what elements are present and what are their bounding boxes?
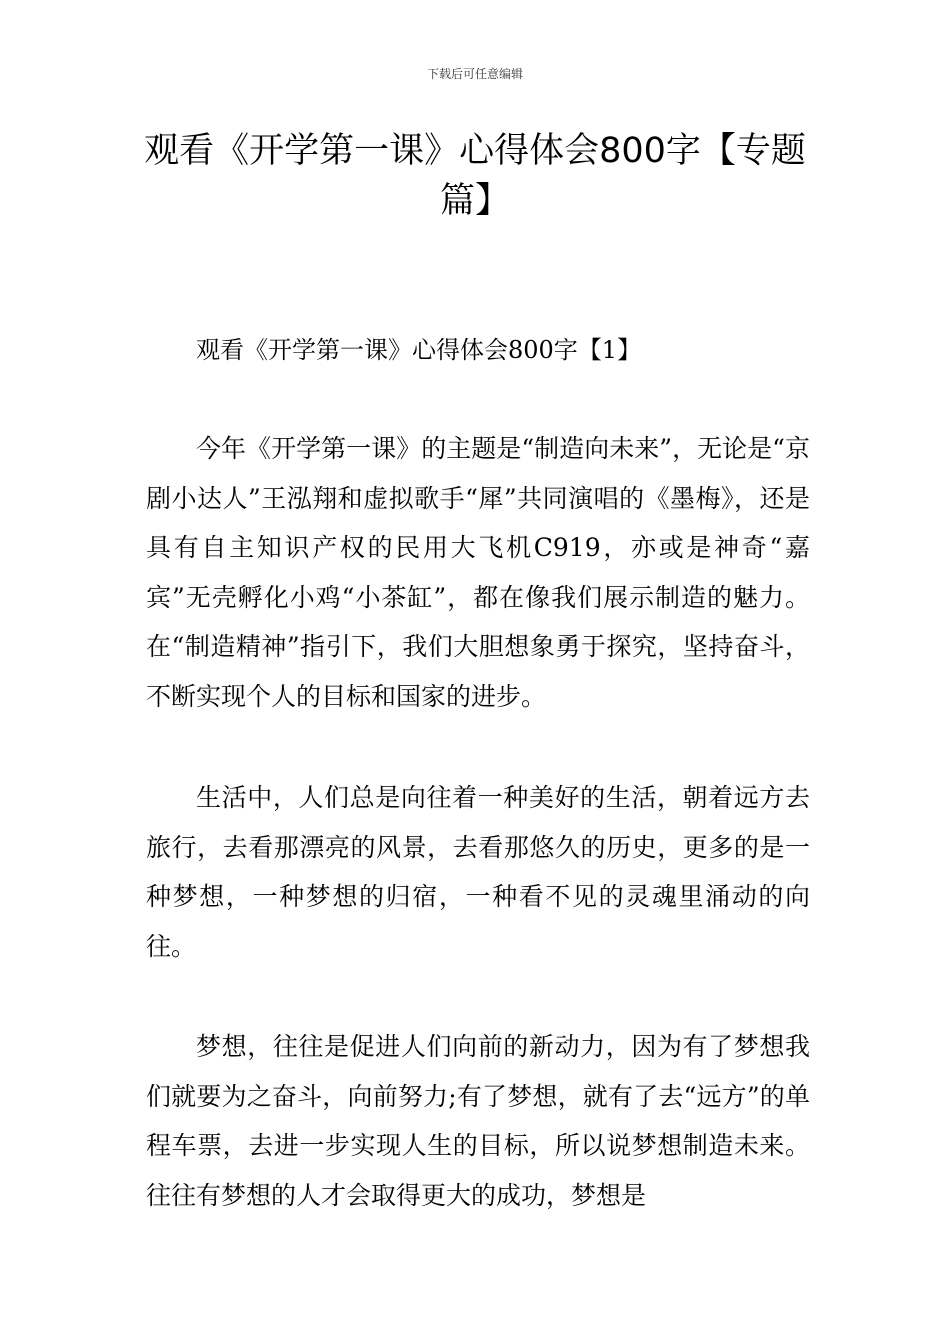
body-paragraph-3: 梦想，往往是促进人们向前的新动力，因为有了梦想我们就要为之奋斗，向前努力;有了梦想，就有了去“远方”的单程车票，去进一步实现人生的目标，所以说梦想制造未来。往往有梦想的人才会取得更大的成功，梦想是 [146, 1032, 810, 1210]
section-subheading: 观看《开学第一课》心得体会800字【1】 [196, 336, 642, 364]
body-paragraph-2: 生活中，人们总是向往着一种美好的生活，朝着远方去旅行，去看那漂亮的风景，去看那悠久的历史，更多的是一种梦想，一种梦想的归宿，一种看不见的灵魂里涌动的向往。 [146, 783, 810, 961]
body-paragraph-1: 今年《开学第一课》的主题是“制造向未来”，无论是“京剧小达人”王泓翔和虚拟歌手“犀”共同演唱的《墨梅》，还是具有自主知识产权的民用大飞机C919，亦或是神奇“嘉宾”无壳孵化小鸡“小茶缸”，都在像我们展示制造的魅力。在“制造精神”指引下，我们大胆想象勇于探究，坚持奋斗，不断实现个人的目标和国家的进步。 [146, 434, 810, 711]
document-title: 观看《开学第一课》心得体会800字【专题篇】 [144, 131, 806, 221]
page-header-note: 下载后可任意编辑 [426, 67, 523, 81]
